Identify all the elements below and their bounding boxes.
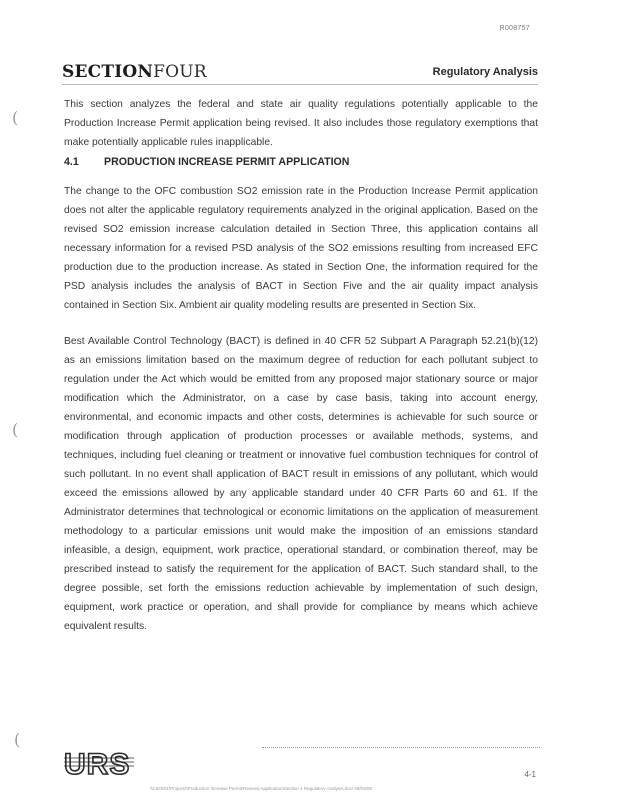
section-label: SECTION (62, 62, 154, 82)
body-paragraph-1: The change to the OFC combustion SO2 emission rate in the Production Increase Permit application does not alter the applicable regulatory requirements analyzed in the original application. Based on the revised SO2 emission increase calculation detailed in Section Three, this application contains all necessary information for a revised PSD analysis of the SO2 emissions resulting from increased EFC production due to the production increase. As stated in Section One, the information required for the PSD analysis includes the analysis of BACT in Section Five and the air quality impact analysis contained in Section Six. Ambient air quality modeling results are presented in Section Six. (64, 186, 538, 311)
section-header (62, 62, 538, 84)
binder-hole-mark: ( (12, 420, 19, 439)
binder-hole-mark: ( (14, 730, 21, 749)
urs-logo-graphic (62, 748, 148, 778)
subsection-heading (64, 156, 349, 168)
page-number: 4-1 (524, 770, 536, 779)
urs-logo (62, 748, 148, 778)
document-number: R008757 (499, 25, 530, 32)
header-divider (62, 84, 538, 85)
footer-file-path: \\Cdsfs01\Projects\Production Increase Permit\Revised Application\Section 4 Regulatory Analysis.doc\ 06/03/08 (150, 786, 372, 791)
binder-hole-mark: ( (12, 108, 19, 127)
footer-divider (262, 747, 540, 748)
section-heading (62, 62, 207, 82)
subsection-number: 4.1 (64, 156, 79, 168)
section-number: FOUR (153, 62, 207, 82)
intro-paragraph: This section analyzes the federal and state air quality regulations potentially applicable to the Production Increase Permit application being revised. It also includes those regulatory exemptions that make potentially applicable rules inapplicable. (64, 99, 538, 148)
subsection-title: PRODUCTION INCREASE PERMIT APPLICATION (104, 156, 350, 168)
section-title: Regulatory Analysis (432, 66, 538, 78)
urs-logo-text: URS (64, 748, 131, 778)
body-paragraph-2: Best Available Control Technology (BACT) is defined in 40 CFR 52 Subpart A Paragraph 52.21(b)(12) as an emissions limitation based on the maximum degree of reduction for each pollutant subject to regulation under the Act which would be emitted from any proposed major stationary source or major modification which the Administrator, on a case by case basis, taking into account energy, environmental, and economic impacts and other costs, determines is achievable for such source or modification through application of production processes or available methods, systems, and techniques, including fuel cleaning or treatment or innovative fuel combustion techniques for control of such pollutant. In no event shall application of BACT result in emissions of any pollutant, which would exceed the emissions allowed by any applicable standard under 40 CFR Parts 60 and 61. If the Administrator determines that technological or economic limitations on the application of measurement methodology to a particular emissions unit would make the imposition of an emissions standard infeasible, a design, equipment, work practice, operational standard, or combination thereof, may be prescribed instead to satisfy the requirement for the application of BACT. Such standard shall, to the degree possible, set forth the emissions reduction achievable by implementation of such design, equipment, work practice or operation, and shall provide for compliance by means which achieve equivalent results. (64, 336, 538, 632)
